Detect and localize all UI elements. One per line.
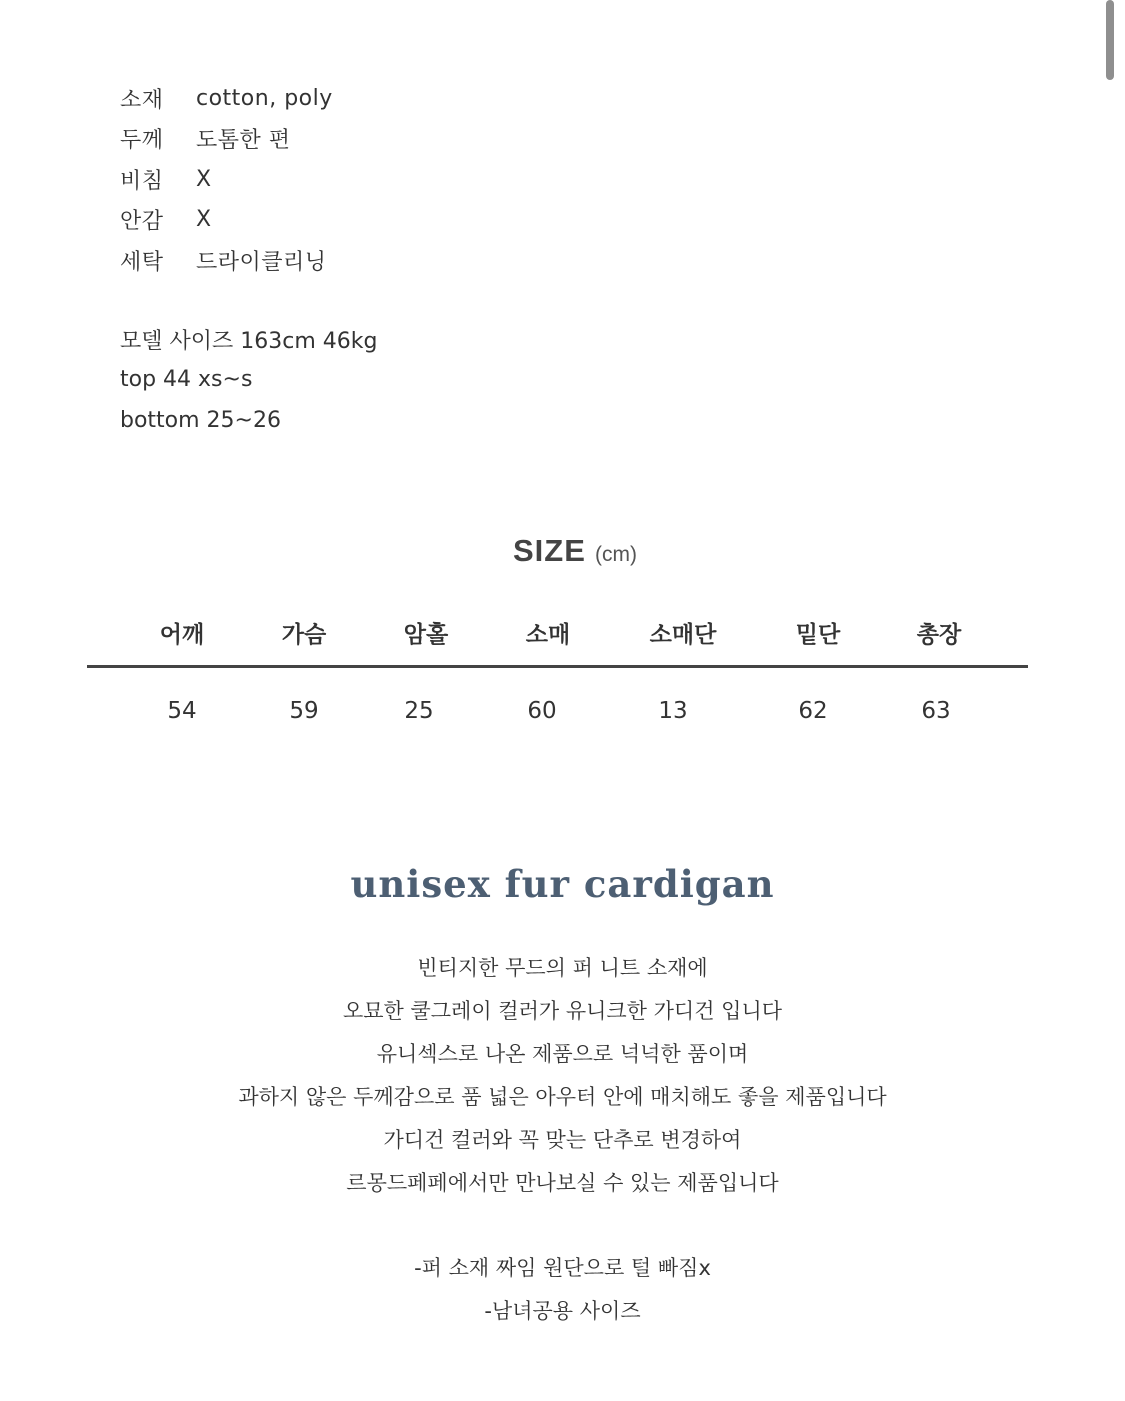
size-chart-title — [0, 533, 1125, 569]
spec-row-washing — [120, 240, 333, 281]
spec-list — [120, 78, 333, 281]
spec-value: X — [196, 166, 212, 192]
spec-label: 두께 — [120, 128, 164, 154]
size-value-sleeve-cuff: 13 — [658, 698, 688, 724]
product-notes — [0, 1247, 1125, 1333]
description-line: 빈티지한 무드의 퍼 니트 소재에 — [417, 956, 708, 980]
size-value-armhole: 25 — [404, 698, 434, 724]
spec-value: cotton, poly — [196, 85, 333, 111]
size-header-armhole: 암홀 — [403, 622, 449, 648]
size-value-total-length: 63 — [921, 698, 951, 724]
scrollbar[interactable] — [1106, 0, 1114, 80]
spec-label: 비침 — [120, 168, 164, 194]
model-bottom-line: bottom 25~26 — [120, 407, 281, 433]
spec-label: 안감 — [120, 209, 164, 235]
size-table — [87, 610, 1028, 743]
spec-row-material — [120, 78, 333, 119]
model-top-line: top 44 xs~s — [120, 367, 253, 393]
size-table-header-row — [87, 610, 1028, 660]
description-line: 유니섹스로 나온 제품으로 넉넉한 품이며 — [376, 1042, 749, 1066]
size-table-value-row — [87, 693, 1028, 743]
description-line: 오묘한 쿨그레이 컬러가 유니크한 가디건 입니다 — [342, 999, 783, 1023]
size-value-hem: 62 — [798, 698, 828, 724]
description-line: 과하지 않은 두께감으로 품 넓은 아우터 안에 매치해도 좋을 제품입니다 — [238, 1085, 887, 1109]
spec-value: X — [196, 207, 212, 233]
model-size-line: 모델 사이즈 163cm 46kg — [120, 328, 378, 354]
model-size-info — [120, 319, 377, 441]
spec-row-lining — [120, 200, 333, 241]
size-header-sleeve: 소매 — [525, 622, 571, 648]
size-header-chest: 가슴 — [281, 622, 327, 648]
spec-value: 드라이클리닝 — [196, 249, 327, 275]
description-line: 르몽드페페에서만 만나보실 수 있는 제품입니다 — [346, 1171, 779, 1195]
spec-value: 도톰한 편 — [196, 128, 291, 154]
spec-row-thickness — [120, 119, 333, 160]
spec-row-sheerness — [120, 159, 333, 200]
note-line: -남녀공용 사이즈 — [484, 1299, 641, 1323]
size-header-shoulder: 어깨 — [159, 622, 205, 648]
size-header-sleeve-cuff: 소매단 — [649, 622, 717, 648]
size-header-hem: 밑단 — [795, 622, 841, 648]
size-header-total-length: 총장 — [916, 622, 962, 648]
product-title: unisex fur cardigan — [350, 862, 775, 906]
product-description — [0, 947, 1125, 1205]
size-title-text: SIZE — [513, 533, 586, 568]
size-value-shoulder: 54 — [167, 698, 197, 724]
description-line: 가디건 컬러와 꼭 맞는 단추로 변경하여 — [383, 1128, 742, 1152]
size-table-divider — [87, 665, 1028, 668]
size-unit-text: (cm) — [595, 543, 637, 566]
spec-label: 세탁 — [120, 249, 164, 275]
spec-label: 소재 — [120, 87, 164, 113]
size-value-chest: 59 — [289, 698, 319, 724]
note-line: -퍼 소재 짜임 원단으로 털 빠짐x — [414, 1256, 711, 1280]
size-value-sleeve: 60 — [527, 698, 557, 724]
